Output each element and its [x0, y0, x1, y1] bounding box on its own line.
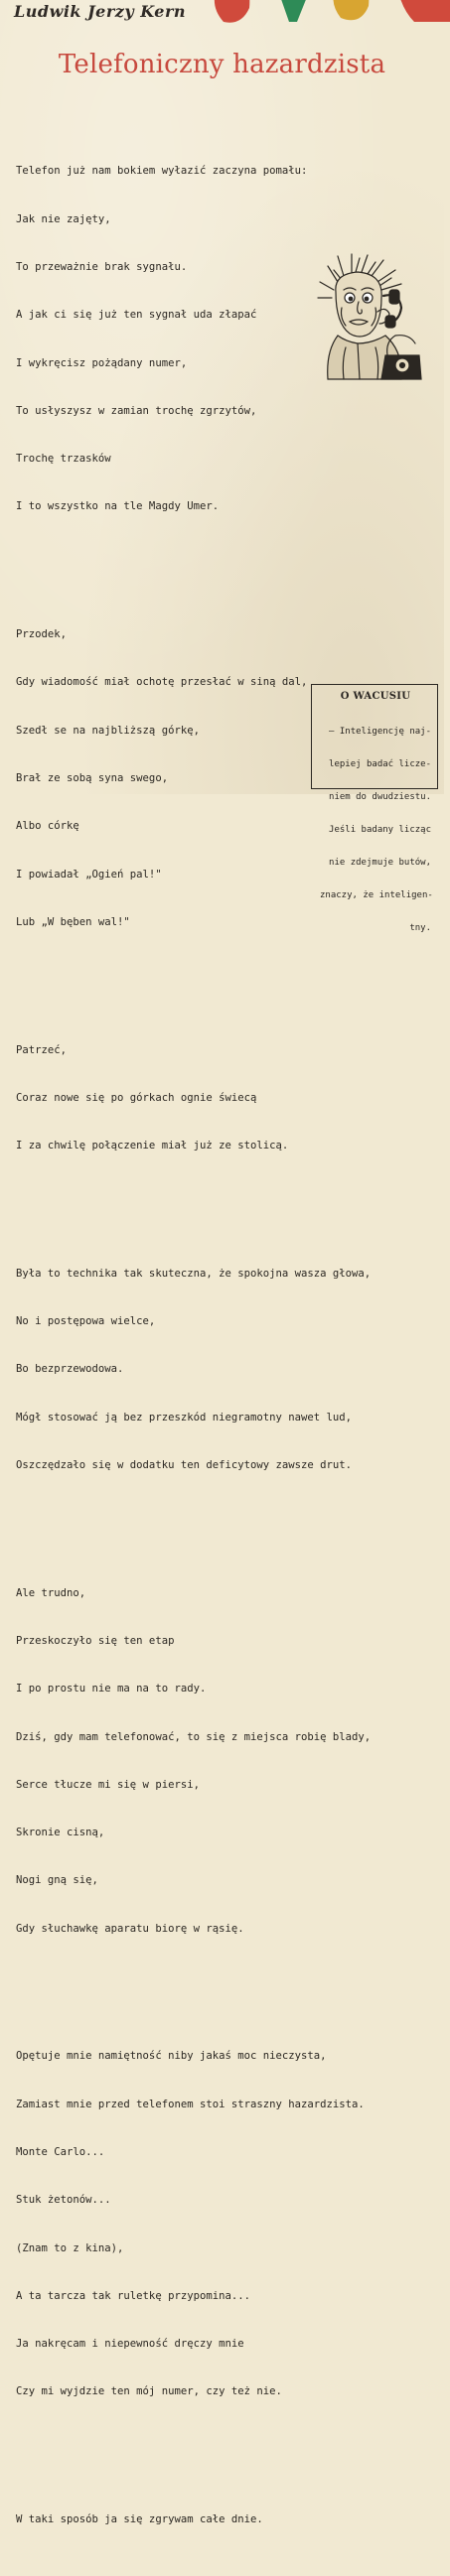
poem-line: A ta tarcza tak ruletkę przypomina... [16, 2289, 250, 2302]
poem-line: I powiadał „Ogień pal!" [16, 868, 162, 881]
poem-line: Bo bezprzewodowa. [16, 1363, 124, 1376]
poem-line: Gdy wiadomość miał ochotę przesłać w siną dal, [16, 676, 308, 689]
poem-title: Telefoniczny hazardzista [58, 50, 386, 79]
poem-line: Szedł se na najbliższą górkę, [16, 724, 200, 737]
poem-line: Skronie cisną, [16, 1827, 105, 1839]
joke-line: nie zdejmuje butów, [329, 858, 431, 868]
poem-line: Trochę trzasków [16, 453, 111, 466]
poem-line: Przeskoczyło się ten etap [16, 1635, 175, 1647]
poem-line: A jak ci się już ten sygnał uda złapać [16, 309, 257, 322]
poem-line: Opętuje mnie namiętność niby jakaś moc nieczysta, [16, 2050, 327, 2063]
joke-line: tny. [409, 923, 431, 933]
joke-line: — Inteligencję naj- [329, 727, 431, 737]
poem-line: (Znam to z kina), [16, 2241, 124, 2254]
joke-line: znaczy, że inteligen- [320, 890, 433, 900]
poem-line: No i postępowa wielce, [16, 1315, 156, 1328]
poem-line: Oszczędzało się w dodatku ten deficytowy zawsze drut. [16, 1458, 353, 1471]
decorative-header-letters [202, 0, 450, 26]
poem-line: Stuk żetonów... [16, 2194, 111, 2207]
poem-line: I po prostu nie ma na to rady. [16, 1683, 207, 1695]
stanza [16, 1010, 371, 1185]
poem-line: To usłyszysz w zamian trochę zgrzytów, [16, 404, 257, 417]
poem-line: Patrzeć, [16, 1043, 68, 1056]
poem-line: Ale trudno, [16, 1586, 86, 1599]
poem-line: Mógł stosować ją bez przeszkód niegramotny nawet lud, [16, 1411, 353, 1424]
poem-line: I wykręcisz pożądany numer, [16, 356, 188, 369]
poem-line: Jak nie zajęty, [16, 212, 111, 225]
joke-box [311, 684, 438, 933]
stanza [16, 2016, 371, 2431]
poem-line: Monte Carlo... [16, 2146, 105, 2158]
joke-box-text [320, 705, 431, 956]
poem-line: I to wszystko na tle Magdy Umer. [16, 500, 220, 513]
poem-line: Telefon już nam bokiem wyłazić zaczyna pomału: [16, 165, 308, 178]
stanza [16, 2480, 371, 2559]
poem-line: Ja nakręcam i niepewność dręczy mnie [16, 2338, 244, 2351]
poem-body [16, 99, 371, 2576]
poem-line: Coraz nowe się po górkach ognie świecą [16, 1091, 257, 1104]
poem-line: Była to technika tak skuteczna, że spokojna wasza głowa, [16, 1267, 372, 1280]
stanza [16, 1234, 371, 1506]
poem-line: Gdy słuchawkę aparatu biorę w rąsię. [16, 1922, 244, 1935]
stanza [16, 1554, 371, 1968]
caricature-illustration [316, 252, 425, 391]
poem-line: W taki sposób ja się zgrywam całe dnie. [16, 2513, 263, 2526]
joke-line: niem do dwudziestu. [329, 792, 431, 802]
poem-line: Czy mi wyjdzie ten mój numer, czy też nie. [16, 2385, 282, 2398]
author-name: Ludwik Jerzy Kern [14, 2, 187, 21]
joke-box-title: O WACUSIU [340, 691, 411, 702]
poem-line: I za chwilę połączenie miał już ze stolicą. [16, 1140, 289, 1152]
poem-line: Dziś, gdy mam telefonować, to się z miejsca robię blady, [16, 1730, 372, 1743]
poem-line: Brał ze sobą syna swego, [16, 771, 169, 784]
joke-line: Jeśli badany licząc [329, 825, 431, 835]
poem-line: To przeważnie brak sygnału. [16, 260, 188, 273]
poem-line: Lub „W bęben wal!" [16, 915, 130, 928]
poem-line: Serce tłucze mi się w piersi, [16, 1778, 200, 1791]
poem-line: Zamiast mnie przed telefonem stoi straszny hazardzista. [16, 2098, 365, 2110]
joke-line: lepiej badać licze- [329, 759, 431, 769]
poem-line: Nogi gną się, [16, 1874, 98, 1887]
poem-line: Albo córkę [16, 820, 79, 833]
poem-line: Przodek, [16, 628, 68, 641]
